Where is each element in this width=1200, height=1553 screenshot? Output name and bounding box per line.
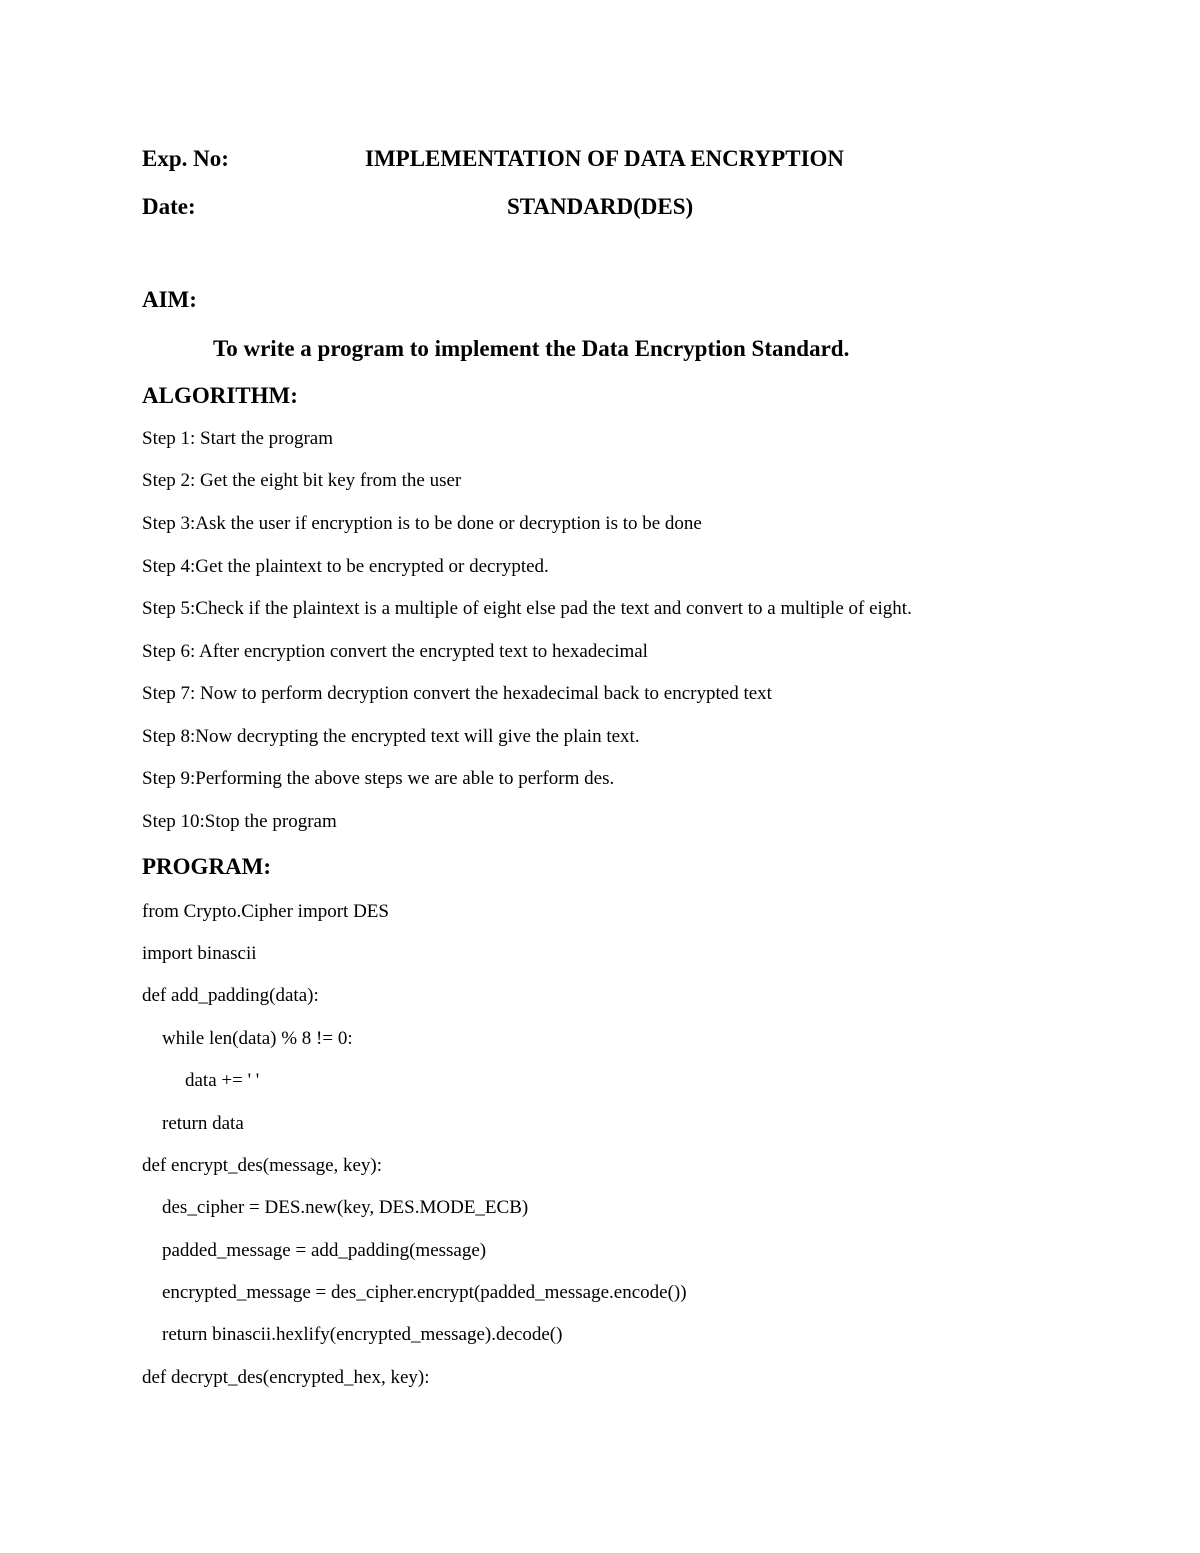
document-title-line1: IMPLEMENTATION OF DATA ENCRYPTION xyxy=(365,146,845,171)
aim-text: To write a program to implement the Data Encryption Standard. xyxy=(213,336,850,361)
code-line: def add_padding(data): xyxy=(142,985,319,1006)
algorithm-step: Step 3:Ask the user if encryption is to be done or decryption is to be done xyxy=(142,513,702,534)
algorithm-heading: ALGORITHM: xyxy=(142,383,298,408)
code-line: return binascii.hexlify(encrypted_message).decode() xyxy=(162,1324,563,1345)
code-line: return data xyxy=(162,1113,244,1134)
algorithm-step: Step 2: Get the eight bit key from the user xyxy=(142,470,462,491)
algorithm-step: Step 5:Check if the plaintext is a multiple of eight else pad the text and convert to a multiple of eight. xyxy=(142,598,912,619)
algorithm-step: Step 6: After encryption convert the encrypted text to hexadecimal xyxy=(142,641,648,662)
code-line: encrypted_message = des_cipher.encrypt(padded_message.encode()) xyxy=(162,1282,687,1303)
code-line: import binascii xyxy=(142,943,257,964)
code-line: padded_message = add_padding(message) xyxy=(162,1240,487,1261)
code-line: data += ' ' xyxy=(185,1070,260,1091)
algorithm-step: Step 9:Performing the above steps we are able to perform des. xyxy=(142,768,615,789)
code-line: from Crypto.Cipher import DES xyxy=(142,901,389,922)
exp-no-label: Exp. No: xyxy=(142,146,229,171)
program-heading: PROGRAM: xyxy=(142,854,272,879)
document-title-line2: STANDARD(DES) xyxy=(507,194,694,219)
algorithm-step: Step 8:Now decrypting the encrypted text will give the plain text. xyxy=(142,726,640,747)
code-line: def decrypt_des(encrypted_hex, key): xyxy=(142,1367,430,1388)
date-label: Date: xyxy=(142,194,196,219)
algorithm-step: Step 7: Now to perform decryption convert the hexadecimal back to encrypted text xyxy=(142,683,772,704)
algorithm-step: Step 10:Stop the program xyxy=(142,811,337,832)
algorithm-step: Step 4:Get the plaintext to be encrypted or decrypted. xyxy=(142,556,549,577)
aim-heading: AIM: xyxy=(142,287,197,312)
code-line: def encrypt_des(message, key): xyxy=(142,1155,383,1176)
algorithm-step: Step 1: Start the program xyxy=(142,428,334,449)
code-line: des_cipher = DES.new(key, DES.MODE_ECB) xyxy=(162,1197,529,1218)
code-line: while len(data) % 8 != 0: xyxy=(162,1028,353,1049)
